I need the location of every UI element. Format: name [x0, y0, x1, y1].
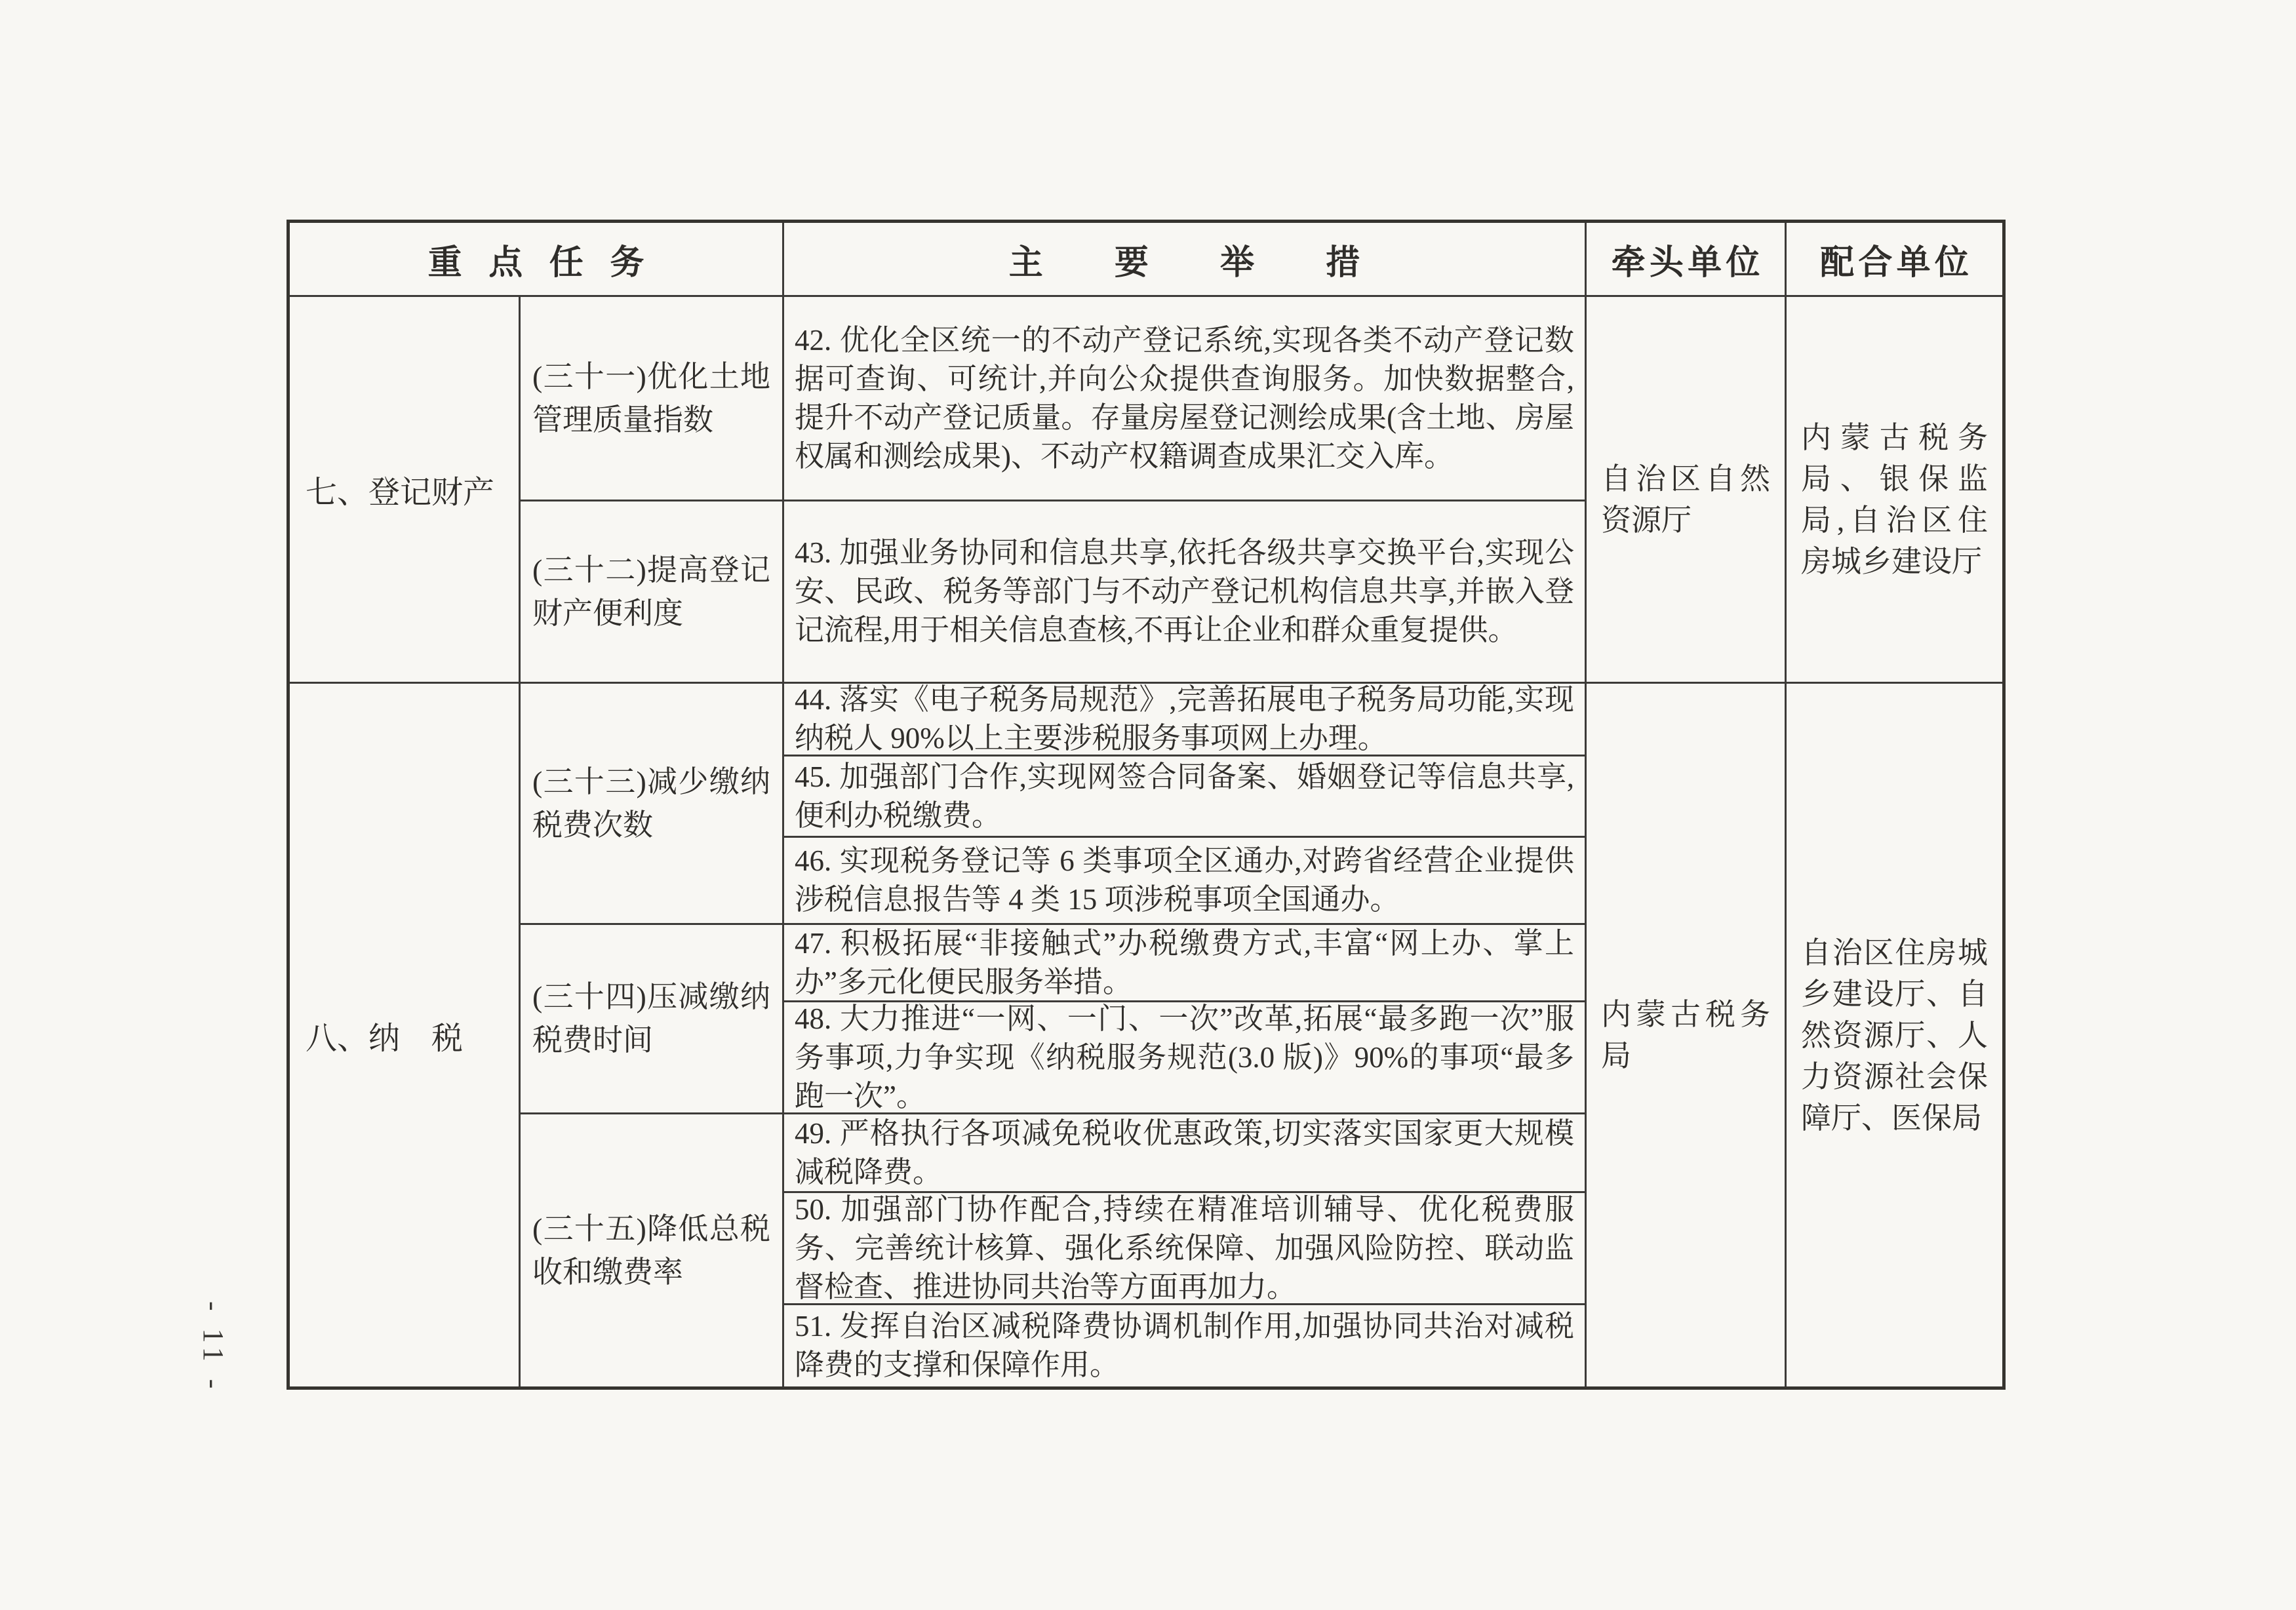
measure-42 [784, 297, 1585, 500]
support-unit-text: 内蒙古税务局、银保监局,自治区住房城乡建设厅 [1801, 420, 1988, 578]
subtask-31 [521, 297, 782, 500]
header-lead-unit: 牵头单位 [1587, 223, 1785, 295]
measure-text: 47. 积极拓展“非接触式”办税缴费方式,丰富“网上办、掌上办”多元化便民服务举措。 [795, 926, 1574, 998]
task-group-registering-property [290, 297, 519, 682]
subtask-32 [521, 501, 782, 682]
header-main-measures: 主要举措 [784, 223, 1585, 295]
measure-49 [784, 1114, 1585, 1191]
lead-unit-paying-taxes [1587, 684, 1785, 1386]
measure-45 [784, 756, 1585, 836]
subtask-33 [521, 684, 782, 923]
measure-text: 49. 严格执行各项减免税收优惠政策,切实落实国家更大规模减税降费。 [795, 1116, 1574, 1188]
subtask-35 [521, 1114, 782, 1386]
measure-47 [784, 925, 1585, 1000]
lead-unit-text: 内蒙古税务局 [1601, 998, 1770, 1072]
measure-44 [784, 684, 1585, 755]
measure-text: 45. 加强部门合作,实现网签合同备案、婚姻登记等信息共享,便利办税缴费。 [795, 760, 1574, 832]
measure-43 [784, 501, 1585, 682]
task-group-label: 八、纳 税 [306, 1021, 464, 1056]
lead-unit-registering-property [1587, 297, 1785, 682]
measure-50 [784, 1193, 1585, 1303]
measure-46 [784, 838, 1585, 923]
task-group-label: 七、登记财产 [306, 475, 495, 510]
measure-text: 43. 加强业务协同和信息共享,依托各级共享交换平台,实现公安、民政、税务等部门与不动产登记机构信息共享,并嵌入登记流程,用于相关信息查核,不再让企业和群众重复提供。 [795, 536, 1574, 646]
subtask-label: (三十五)降低总税收和缴费率 [532, 1211, 770, 1289]
task-assignment-table [287, 220, 2006, 1390]
support-unit-text: 自治区住房城乡建设厅、自然资源厅、人力资源社会保障厅、医保局 [1801, 935, 1988, 1135]
subtask-label: (三十四)压减缴纳税费时间 [532, 980, 770, 1057]
lead-unit-text: 自治区自然资源厅 [1601, 461, 1770, 537]
measure-text: 50. 加强部门协作配合,持续在精准培训辅导、优化税费服务、完善统计核算、强化系统保障、加强风险防控、联动监督检查、推进协同共治等方面再加力。 [795, 1193, 1574, 1303]
measure-text: 48. 大力推进“一网、一门、一次”改革,拓展“最多跑一次”服务事项,力争实现《纳税服务规范(3.0 版)》90%的事项“最多跑一次”。 [795, 1002, 1574, 1112]
header-support-unit: 配合单位 [1787, 223, 2002, 295]
measure-text: 51. 发挥自治区减税降费协调机制作用,加强协同共治对减税降费的支撑和保障作用。 [795, 1310, 1574, 1381]
measure-51 [784, 1305, 1585, 1386]
subtask-label: (三十二)提高登记财产便利度 [532, 553, 770, 630]
subtask-34 [521, 925, 782, 1112]
task-group-paying-taxes [290, 684, 519, 1386]
support-unit-paying-taxes [1787, 684, 2002, 1386]
support-unit-registering-property [1787, 297, 2002, 682]
subtask-label: (三十三)减少缴纳税费次数 [532, 764, 770, 842]
measure-text: 46. 实现税务登记等 6 类事项全区通办,对跨省经营企业提供涉税信息报告等 4 类 15 项涉税事项全国通办。 [795, 844, 1574, 916]
page-number: - 11 - [197, 1301, 229, 1394]
subtask-label: (三十一)优化土地管理质量指数 [532, 359, 770, 437]
measure-text: 44. 落实《电子税务局规范》,完善拓展电子税务局功能,实现纳税人 90%以上主要涉税服务事项网上办理。 [795, 684, 1574, 755]
measure-48 [784, 1002, 1585, 1112]
header-key-tasks: 重点任务 [290, 223, 782, 295]
measure-text: 42. 优化全区统一的不动产登记系统,实现各类不动产登记数据可查询、可统计,并向公众提供查询服务。加快数据整合,提升不动产登记质量。存量房屋登记测绘成果(含土地、房屋权属和测绘成果)、不动产权籍调查成果汇交入库。 [795, 323, 1574, 473]
